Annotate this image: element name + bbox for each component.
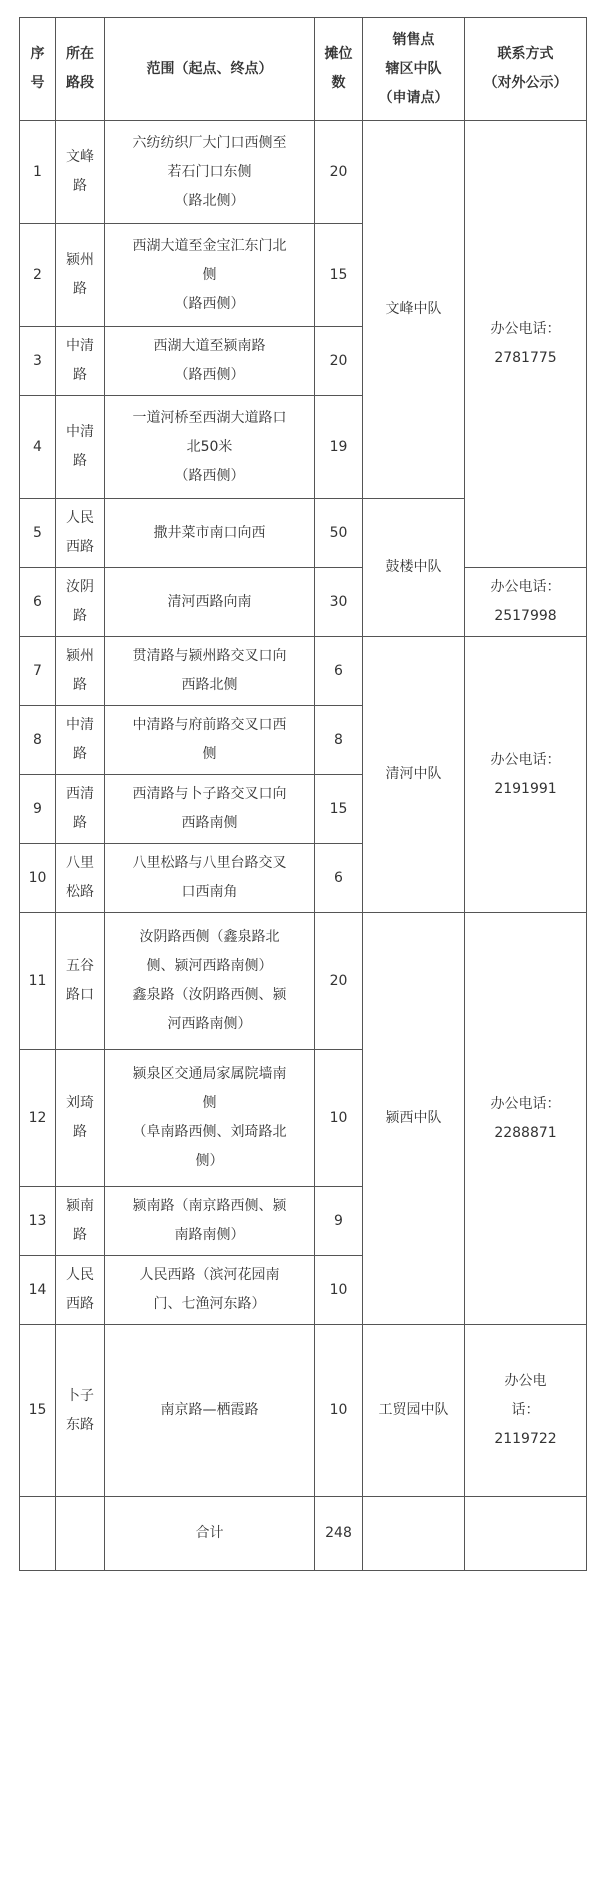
header-row — [20, 18, 587, 121]
row-road: 颍南 路 — [56, 1187, 105, 1256]
row-stalls: 15 — [315, 775, 363, 844]
row-road: 颍州 路 — [56, 637, 105, 706]
row-range: 八里松路与八里台路交叉 口西南角 — [105, 844, 315, 913]
header-range: 范围（起点、终点） — [105, 18, 315, 121]
row-stalls: 15 — [315, 224, 363, 327]
team-cell: 文峰中队 — [363, 121, 465, 499]
row-road: 中清 路 — [56, 327, 105, 396]
row-road: 刘琦 路 — [56, 1050, 105, 1187]
row-road: 颍州 路 — [56, 224, 105, 327]
row-no: 6 — [20, 568, 56, 637]
table-row — [20, 913, 587, 1050]
row-road: 文峰 路 — [56, 121, 105, 224]
row-no: 8 — [20, 706, 56, 775]
header-no: 序 号 — [20, 18, 56, 121]
row-stalls: 6 — [315, 844, 363, 913]
row-no: 12 — [20, 1050, 56, 1187]
row-stalls: 10 — [315, 1050, 363, 1187]
contact-cell: 办公电话： 2781775 — [465, 121, 587, 568]
team-cell: 颍西中队 — [363, 913, 465, 1325]
team-cell: 清河中队 — [363, 637, 465, 913]
row-road: 人民 西路 — [56, 499, 105, 568]
row-stalls: 9 — [315, 1187, 363, 1256]
row-road: 人民 西路 — [56, 1256, 105, 1325]
row-no: 11 — [20, 913, 56, 1050]
contact-cell: 办公电话： 2288871 — [465, 913, 587, 1325]
total-stalls: 248 — [315, 1497, 363, 1571]
row-stalls: 6 — [315, 637, 363, 706]
table-row — [20, 121, 587, 224]
header-team: 销售点 辖区中队 （申请点） — [363, 18, 465, 121]
row-range: 西湖大道至颍南路 （路西侧） — [105, 327, 315, 396]
row-road: 五谷 路口 — [56, 913, 105, 1050]
contact-cell: 办公电话： 2191991 — [465, 637, 587, 913]
row-no: 13 — [20, 1187, 56, 1256]
row-stalls: 20 — [315, 121, 363, 224]
row-range: 西湖大道至金宝汇东门北 侧 （路西侧） — [105, 224, 315, 327]
row-range: 人民西路（滨河花园南 门、七渔河东路） — [105, 1256, 315, 1325]
header-road: 所在 路段 — [56, 18, 105, 121]
row-no: 14 — [20, 1256, 56, 1325]
team-cell: 工贸园中队 — [363, 1325, 465, 1497]
row-range: 清河西路向南 — [105, 568, 315, 637]
header-contact: 联系方式 （对外公示） — [465, 18, 587, 121]
row-no: 1 — [20, 121, 56, 224]
row-no: 10 — [20, 844, 56, 913]
row-stalls: 50 — [315, 499, 363, 568]
row-no: 3 — [20, 327, 56, 396]
row-no: 9 — [20, 775, 56, 844]
stall-table — [19, 17, 587, 1571]
total-row — [20, 1497, 587, 1571]
row-range: 一道河桥至西湖大道路口 北50米 （路西侧） — [105, 396, 315, 499]
row-range: 西清路与卜子路交叉口向 西路南侧 — [105, 775, 315, 844]
row-stalls: 20 — [315, 913, 363, 1050]
row-road: 卜子 东路 — [56, 1325, 105, 1497]
row-range: 贯清路与颍州路交叉口向 西路北侧 — [105, 637, 315, 706]
row-range: 中清路与府前路交叉口西 侧 — [105, 706, 315, 775]
total-team — [363, 1497, 465, 1571]
row-stalls: 19 — [315, 396, 363, 499]
row-road: 中清 路 — [56, 706, 105, 775]
row-stalls: 10 — [315, 1256, 363, 1325]
contact-cell: 办公电话： 2517998 — [465, 568, 587, 637]
total-label: 合计 — [105, 1497, 315, 1571]
row-stalls: 20 — [315, 327, 363, 396]
row-range: 六纺纺织厂大门口西侧至 若石门口东侧 （路北侧） — [105, 121, 315, 224]
table-row — [20, 637, 587, 706]
team-cell: 鼓楼中队 — [363, 499, 465, 637]
table-row — [20, 568, 587, 637]
row-road: 汝阴 路 — [56, 568, 105, 637]
row-no: 4 — [20, 396, 56, 499]
row-no: 7 — [20, 637, 56, 706]
total-no — [20, 1497, 56, 1571]
row-road: 八里 松路 — [56, 844, 105, 913]
row-stalls: 8 — [315, 706, 363, 775]
row-no: 15 — [20, 1325, 56, 1497]
row-stalls: 30 — [315, 568, 363, 637]
total-road — [56, 1497, 105, 1571]
total-contact — [465, 1497, 587, 1571]
contact-cell: 办公电 话： 2119722 — [465, 1325, 587, 1497]
table-row — [20, 1325, 587, 1497]
row-road: 西清 路 — [56, 775, 105, 844]
row-range: 颍南路（南京路西侧、颍 南路南侧） — [105, 1187, 315, 1256]
row-no: 5 — [20, 499, 56, 568]
row-range: 南京路—栖霞路 — [105, 1325, 315, 1497]
header-stalls: 摊位 数 — [315, 18, 363, 121]
row-no: 2 — [20, 224, 56, 327]
row-range: 汝阴路西侧（鑫泉路北 侧、颍河西路南侧） 鑫泉路（汝阴路西侧、颍 河西路南侧） — [105, 913, 315, 1050]
row-range: 撒井菜市南口向西 — [105, 499, 315, 568]
row-stalls: 10 — [315, 1325, 363, 1497]
row-range: 颍泉区交通局家属院墙南 侧 （阜南路西侧、刘琦路北 侧） — [105, 1050, 315, 1187]
row-road: 中清 路 — [56, 396, 105, 499]
